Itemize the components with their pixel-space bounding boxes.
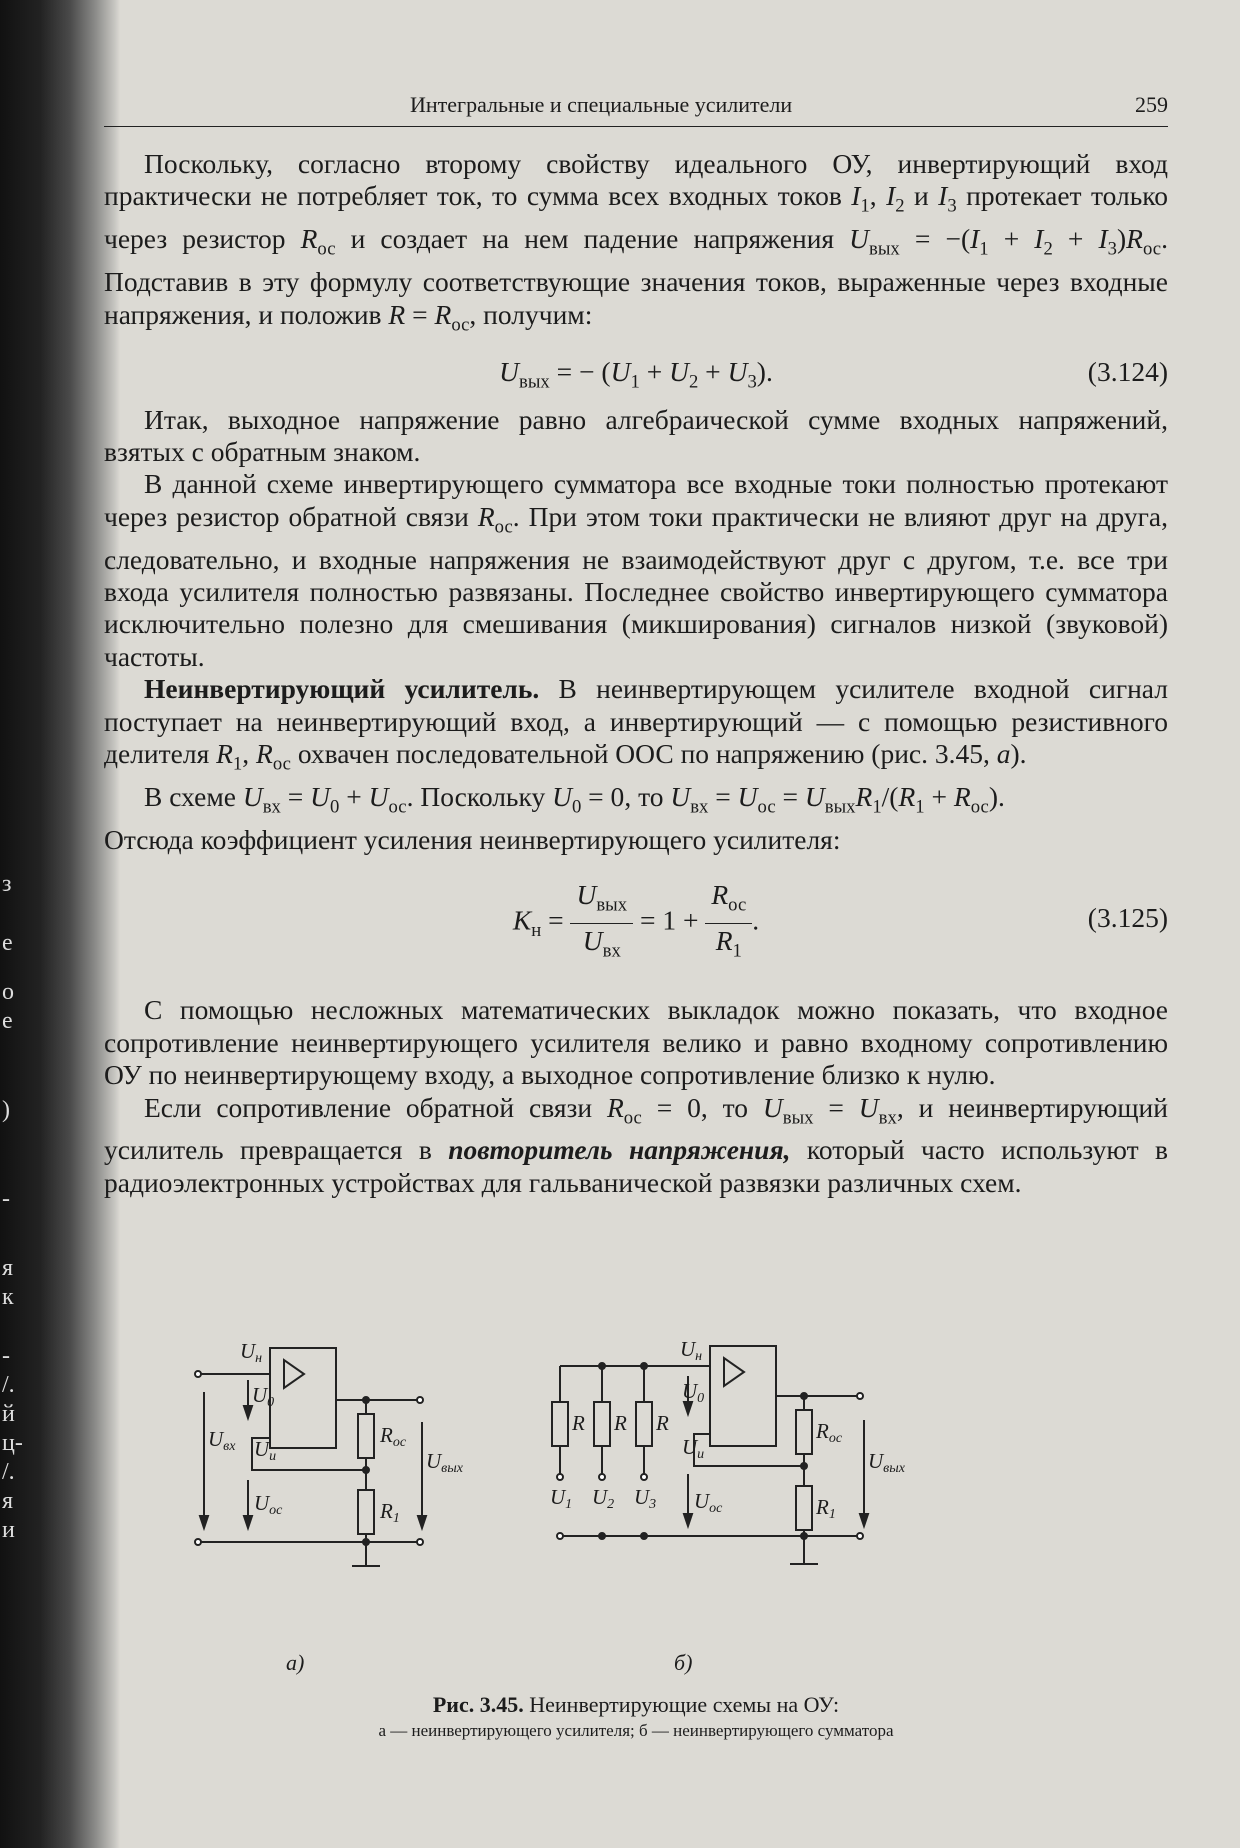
body-text [104, 148, 1168, 1199]
opamp-triangle-b [724, 1358, 744, 1386]
circuit-a [195, 1348, 426, 1566]
svg-text:Uос: Uос [694, 1489, 723, 1516]
svg-text:Rос: Rос [816, 1419, 843, 1446]
resistor-r-2 [594, 1402, 610, 1446]
svg-text:Rос: Rос [380, 1423, 407, 1450]
page [104, 0, 1174, 1848]
equation-body: $U_{вых}$ = − $(U_1 + U_2 + U_3)$. [499, 355, 773, 393]
paragraph-3: В данной схеме инвертирующего сумматора все входные токи полностью протекают через резистор обратной связи $R_{ос}$. При этом токи практически не влияют друг на друга, следовательно, и входные напряжения не взаимодействуют друг с другом, т.е. все три входа усилителя полностью развязаны. Последнее свойство инвертирующего сумматора исключительно полезно для смешивания (микширования) сигналов низкой (звуковой) частоты. [104, 468, 1168, 672]
caption-text: Неинвертирующие схемы на ОУ: [523, 1692, 840, 1717]
paragraph-6: С помощью несложных математических выкладок можно показать, что входное сопротивление неинвертирующего усилителя велико и равно входному сопротивлению ОУ по неинвертирующему входу, а выходное сопротивление близко к нулю. [104, 994, 1168, 1091]
svg-text:R: R [656, 1411, 669, 1435]
svg-text:R1: R1 [380, 1499, 400, 1526]
svg-text:Uн: Uн [240, 1339, 263, 1366]
resistor-roc-b [796, 1410, 812, 1454]
opamp-b [710, 1346, 776, 1446]
page-number: 259 [1135, 92, 1168, 117]
figure-caption [104, 1692, 1168, 1744]
figure-3-45 [104, 1330, 1168, 1730]
adjacent-page-edge: з е о е ) - я к - /. й ц- /. я и [2, 871, 23, 1543]
fraction-resistors: $\frac{R_{ос}}{R_1}$ [705, 878, 752, 968]
caption-label: Рис. 3.45. [432, 1692, 524, 1717]
svg-text:Uвых: Uвых [426, 1449, 463, 1476]
svg-text:U3: U3 [634, 1485, 657, 1512]
svg-text:U0: U0 [682, 1379, 705, 1406]
paragraph-1: Поскольку, согласно второму свойству идеального ОУ, инвертирующий вход практически не потребляет ток, то сумма всех входных токов $I_1$, $I_2$ и $I_3$ протекает только через резистор $R_{ос}$ и создает на нем падение напряжения $U_{вых} = -(I_1 + I_2 + I_3)R_{ос}$. Подставив в эту формулу соответствующие значения токов, выраженные через входные напряжения, и положив $R = R_{ос}$, получим: [104, 148, 1169, 336]
svg-text:Uвх: Uвх [208, 1427, 236, 1454]
paragraph-5-cont: Отсюда коэффициент усиления неинвертирующего усилителя: [104, 823, 841, 855]
fraction-gain: $\frac{U_{вых}}{U_{вх}}$ [570, 878, 633, 968]
equation-number: (3.125) [1087, 902, 1168, 934]
resistor-roc-a [358, 1414, 374, 1458]
svg-text:R: R [572, 1411, 585, 1435]
paragraph-2: Итак, выходное напряжение равно алгебраической сумме входных напряжений, взятых с обратным знаком. [104, 403, 1168, 467]
equation-number: (3.124) [1087, 355, 1168, 387]
svg-text:U1: U1 [550, 1485, 573, 1512]
circuit-diagrams [104, 1330, 1168, 1730]
opamp-a [270, 1348, 336, 1448]
svg-text:R1: R1 [816, 1495, 836, 1522]
svg-text:Uос: Uос [254, 1491, 283, 1518]
svg-text:Uвых: Uвых [868, 1449, 905, 1476]
svg-text:Uи: Uи [682, 1435, 705, 1462]
section-heading: Неинвертирующий усилитель. [144, 673, 540, 705]
resistor-r1-b [796, 1486, 812, 1530]
equation-3-125 [104, 866, 1168, 974]
emphasis-term: повторитель напряжения, [448, 1134, 791, 1166]
caption-subtext: а — неинвертирующего усилителя; б — неинвертирующего сумматора [378, 1721, 894, 1740]
svg-text:Uи: Uи [254, 1437, 277, 1464]
circuit-b [552, 1346, 868, 1564]
svg-text:R: R [614, 1411, 627, 1435]
paragraph-5: В схеме $U_{вх} = U_0 + U_{ос}$. Поскольку $U_0 = 0$, то $U_{вх} = U_{ос} = U_{вых}R_1/(R_1 + R_{ос})$. [144, 781, 1005, 818]
opamp-triangle-a [284, 1360, 304, 1388]
paragraph-4: Неинвертирующий усилитель. В неинвертирующем усилителе входной сигнал поступает на неинвертирующий вход, а инвертирующий — с помощью резистивного делителя $R_1$, $R_{ос}$ охвачен последовательной ООС по напряжению (рис. 3.45, а). [104, 673, 1168, 775]
svg-text:Uн: Uн [680, 1337, 703, 1364]
running-header [104, 92, 1168, 127]
resistor-r1-a [358, 1490, 374, 1534]
running-title: Интегральные и специальные усилители [410, 92, 793, 117]
svg-text:U0: U0 [252, 1383, 275, 1410]
svg-text:U2: U2 [592, 1485, 615, 1512]
paragraph-7: Если сопротивление обратной связи $R_{ос} = 0$, то $U_{вых} = U_{вх}$, и неинвертирующий усилитель превращается в повторитель напряжения, который часто используют в радиоэлектронных устройствах для гальванической развязки различных схем. [104, 1091, 1168, 1198]
equation-3-124 [104, 346, 1168, 400]
resistor-r-3 [636, 1402, 652, 1446]
subfigure-label-a: а) [286, 1650, 305, 1675]
subfigure-label-b: б) [674, 1650, 693, 1675]
equation-body: $K_н$ = $\frac{U_{вых}}{U_{вх}}$ = 1 + $\frac{R_{ос}}{R_1}$ . [104, 878, 1168, 968]
resistor-r-1 [552, 1402, 568, 1446]
